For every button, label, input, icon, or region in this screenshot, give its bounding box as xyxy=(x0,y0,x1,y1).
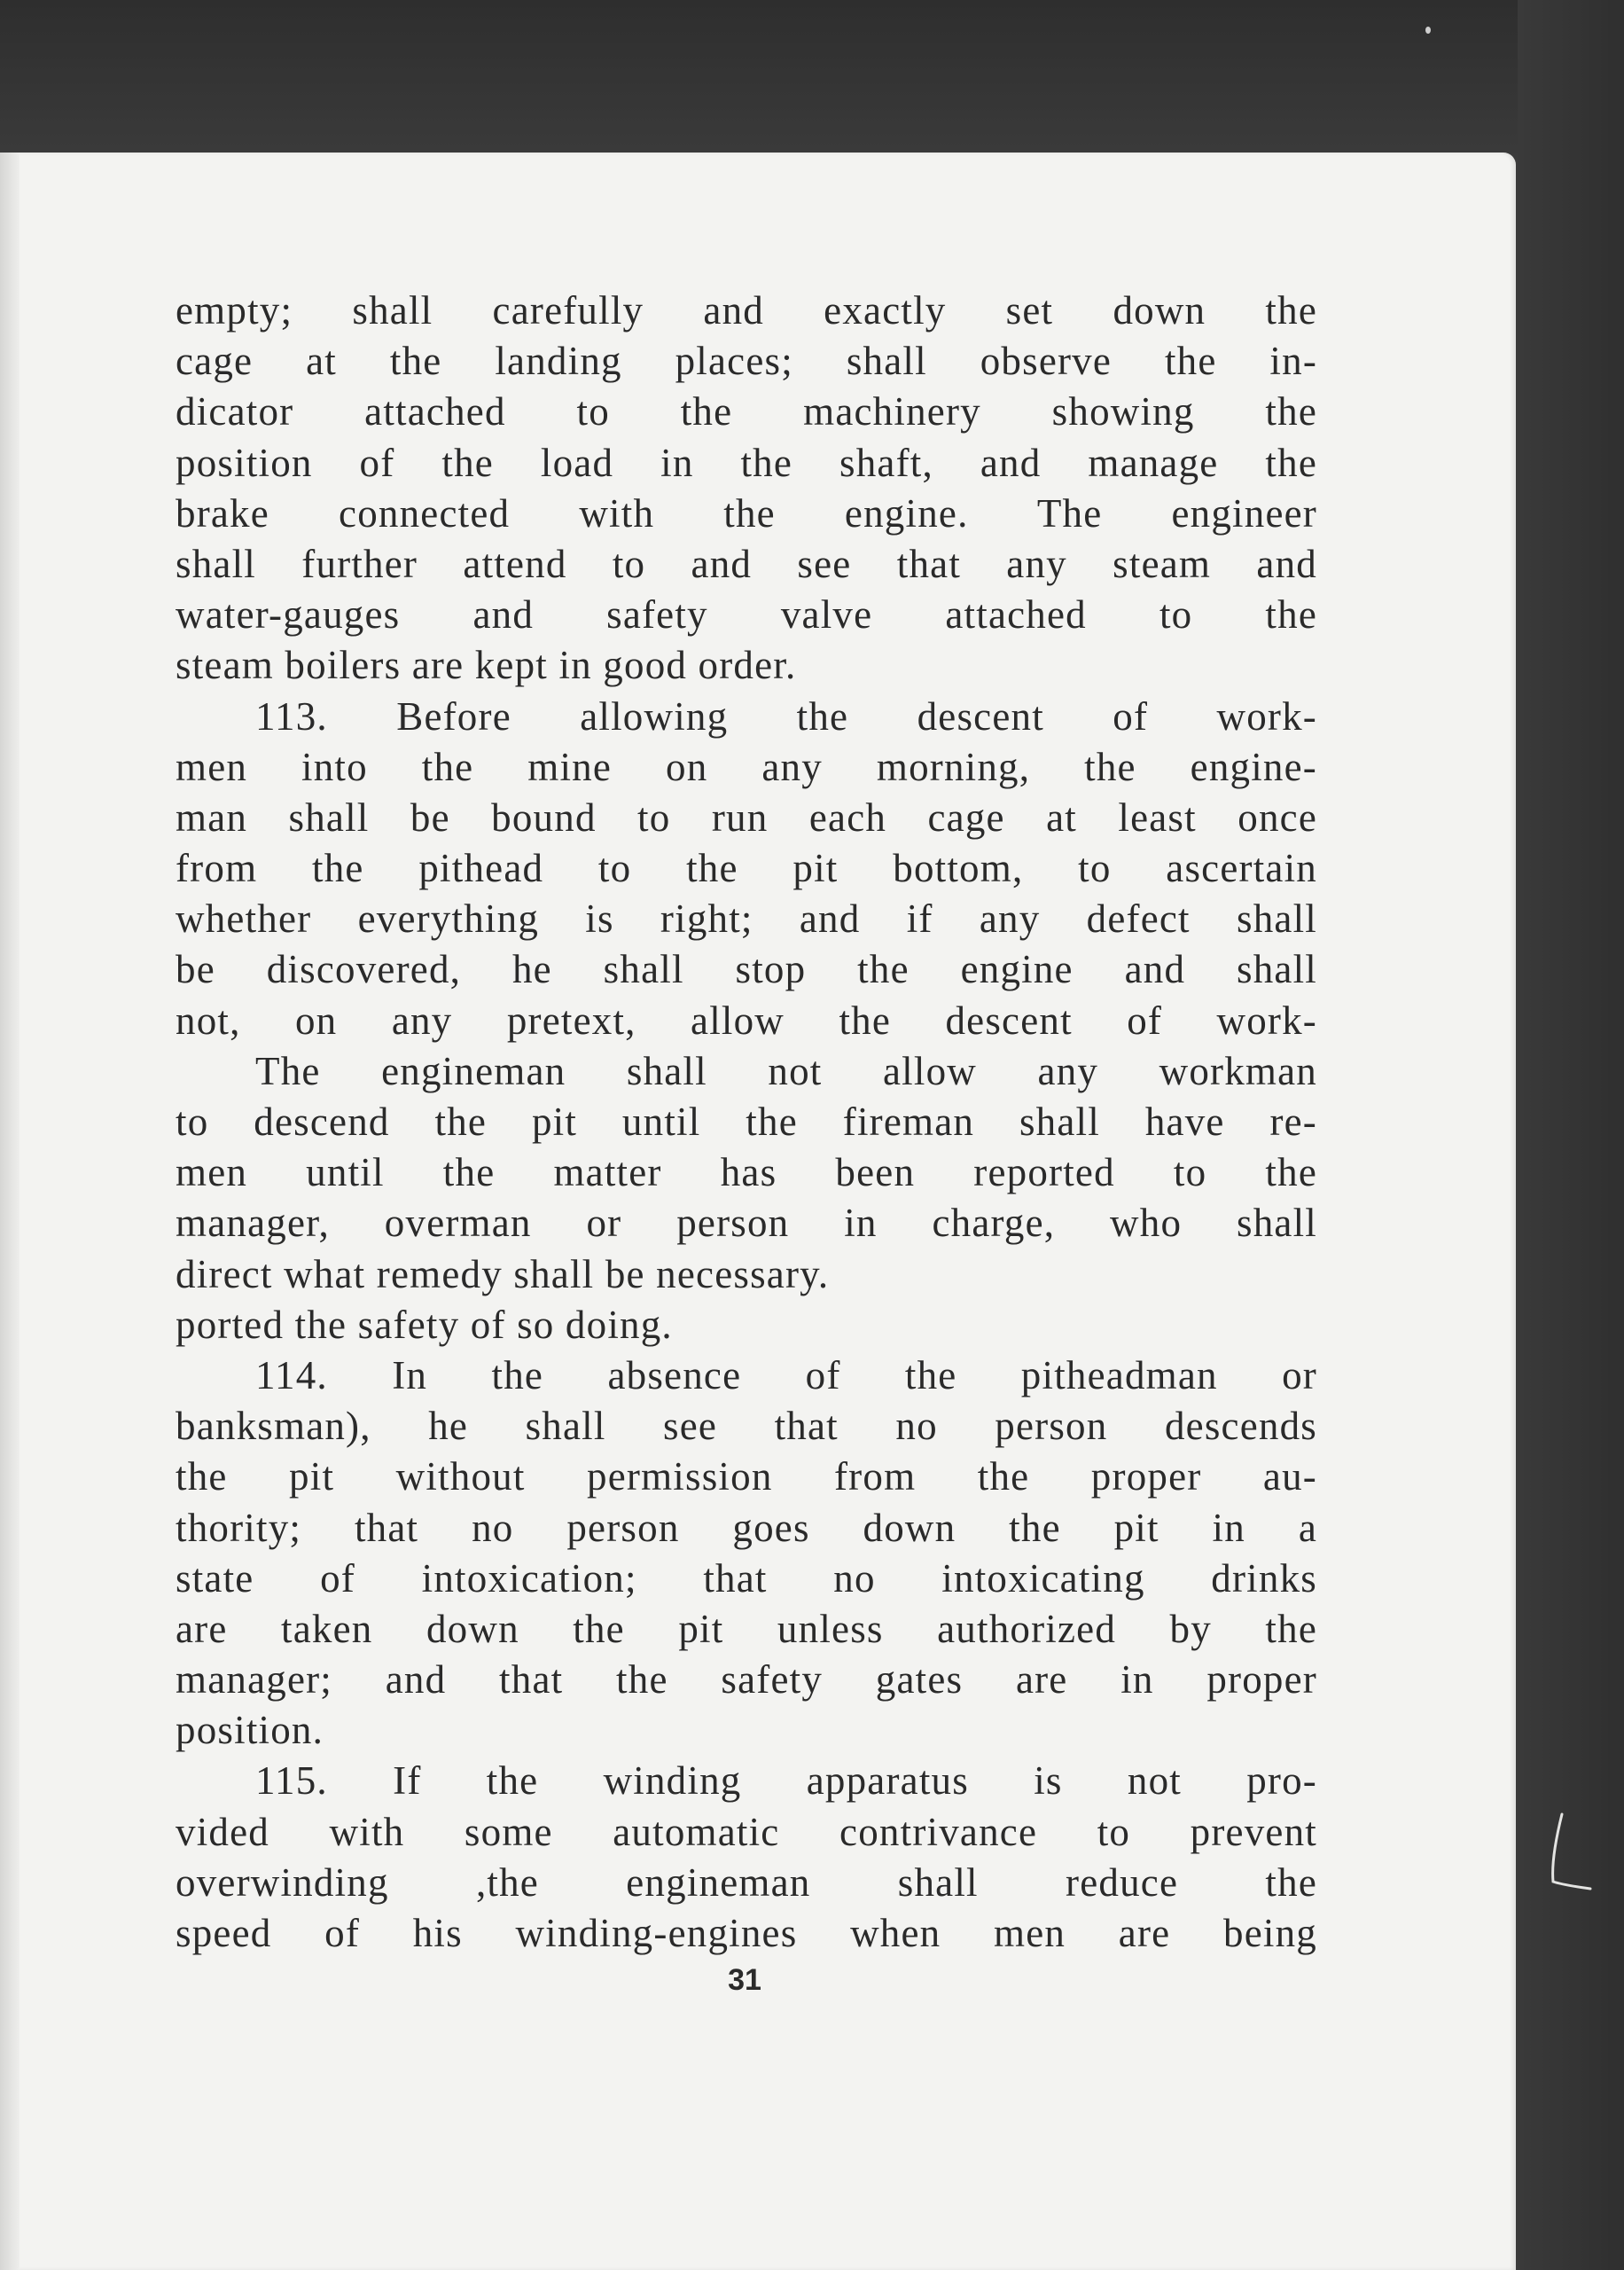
text-line: 113. Before allowing the descent of work- xyxy=(255,693,1317,739)
text-line: ported the safety of so doing. xyxy=(176,1302,673,1347)
page-text-block xyxy=(176,286,1317,1959)
text-line: the pit without permission from the proper au- xyxy=(176,1454,1317,1499)
text-line: overwinding ,the engineman shall reduce the xyxy=(176,1859,1317,1905)
scan-background-top xyxy=(0,0,1624,153)
text-line: whether everything is right; and if any defect shall xyxy=(176,896,1317,942)
text-line: empty; shall carefully and exactly set down the xyxy=(176,288,1317,333)
text-line: 114. In the absence of the pitheadman or xyxy=(255,1352,1317,1397)
text-line: shall further attend to and see that any steam and xyxy=(176,541,1317,586)
text-line: to descend the pit until the fireman shall have re- xyxy=(176,1100,1317,1144)
text-line: The engineman shall not allow any workman xyxy=(255,1048,1317,1093)
text-line: vided with some automatic contrivance to prevent xyxy=(176,1809,1317,1854)
text-line: men until the matter has been reported to the xyxy=(176,1150,1317,1195)
page-spine-shadow xyxy=(0,153,20,2270)
text-line: 115. If the winding apparatus is not pro- xyxy=(255,1758,1317,1804)
text-line: state of intoxication; that no intoxicating drinks xyxy=(176,1555,1317,1601)
text-line: manager, overman or person in charge, who shall xyxy=(176,1201,1317,1246)
text-line: brake connected with the engine. The engineer xyxy=(176,490,1317,536)
pencil-mark-icon xyxy=(1542,1809,1596,1898)
text-line: speed of his winding-engines when men are being xyxy=(176,1911,1317,1955)
text-line: steam boilers are kept in good order. xyxy=(176,643,797,688)
dust-speck xyxy=(1425,27,1431,34)
text-line: be discovered, he shall stop the engine and shall xyxy=(176,947,1317,992)
text-line: are taken down the pit unless authorized by the xyxy=(176,1606,1317,1651)
text-line: water-gauges and safety valve attached to the xyxy=(176,592,1317,638)
scan-background-right xyxy=(1518,0,1624,2270)
text-line: cage at the landing places; shall observe the in- xyxy=(176,339,1317,384)
text-line: direct what remedy shall be necessary. xyxy=(176,1251,830,1296)
text-line: from the pithead to the pit bottom, to ascertain xyxy=(176,846,1317,891)
text-line: manager; and that the safety gates are in proper xyxy=(176,1657,1317,1702)
text-line: dicator attached to the machinery showing the xyxy=(176,389,1317,434)
text-line: banksman), he shall see that no person descends xyxy=(176,1404,1317,1449)
text-line: men into the mine on any morning, the engine- xyxy=(176,744,1317,789)
page-number: 31 xyxy=(728,1963,761,1997)
text-line: thority; that no person goes down the pit in a xyxy=(176,1505,1317,1550)
text-line: not, on any pretext, allow the descent of work- xyxy=(176,998,1317,1043)
text-line: man shall be bound to run each cage at least once xyxy=(176,794,1317,840)
text-line: position. xyxy=(176,1708,324,1753)
text-line: position of the load in the shaft, and manage the xyxy=(176,440,1317,485)
